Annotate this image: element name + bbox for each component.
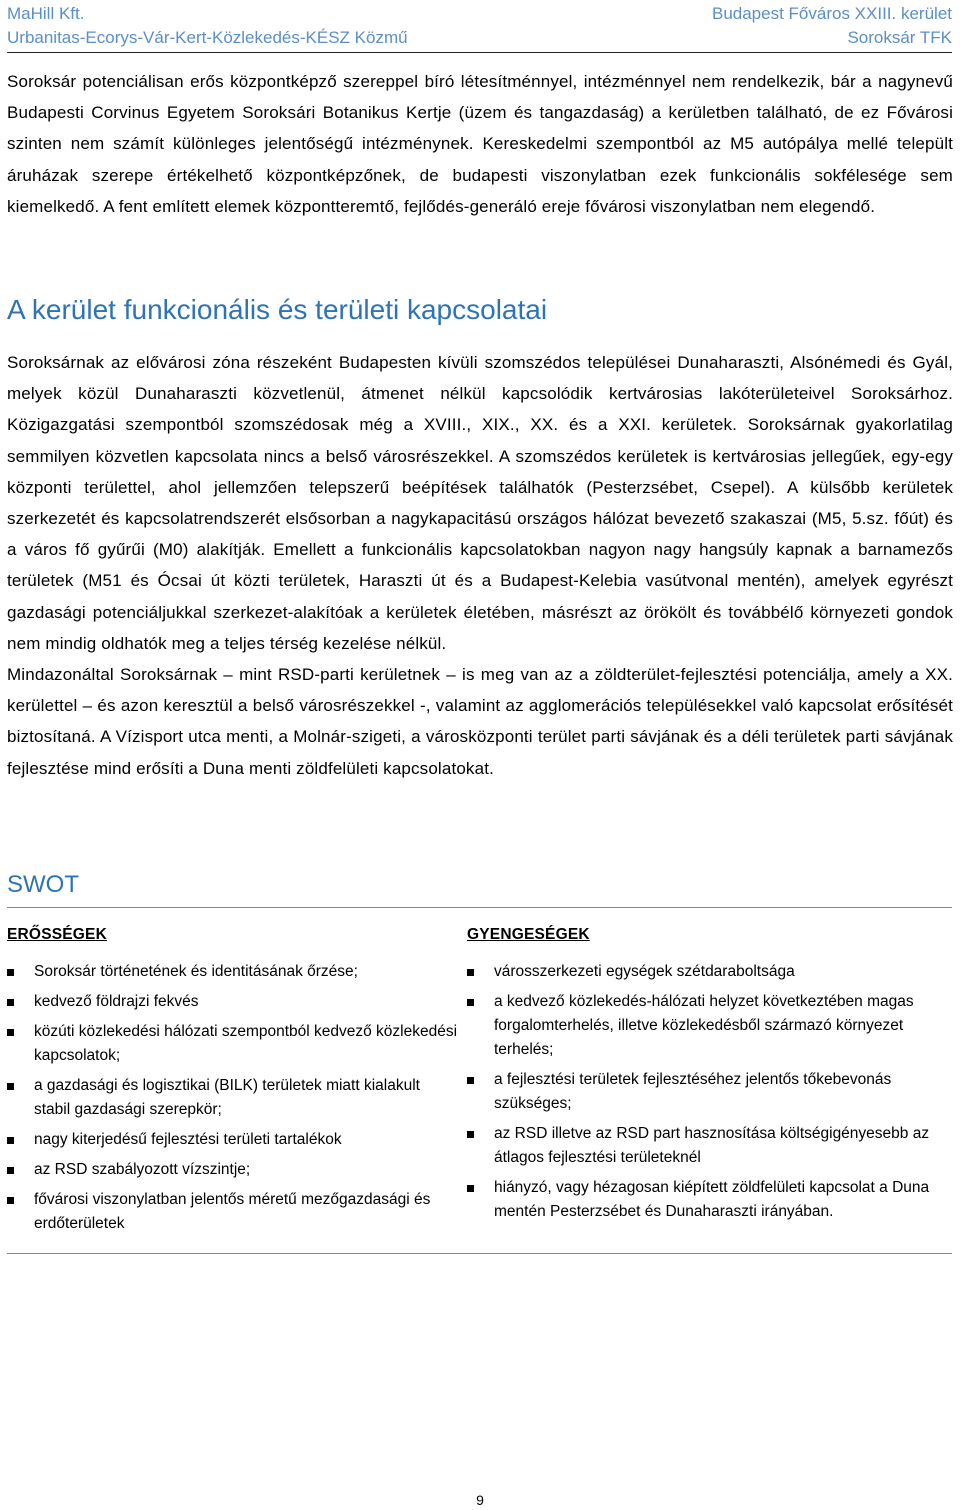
list-item [7, 1020, 459, 1068]
square-bullet-icon [467, 969, 474, 976]
list-item-text: hiányzó, vagy hézagosan kiépített zöldfelületi kapcsolat a Duna mentén Pesterzsébet és Dunaharaszti irányában. [494, 1179, 930, 1220]
strengths-list [7, 960, 459, 1236]
weaknesses-title: GYENGESÉGEK [467, 926, 590, 943]
list-item [467, 1068, 953, 1116]
square-bullet-icon [7, 1167, 14, 1174]
list-item-text: az RSD szabályozott vízszintje; [34, 1161, 251, 1178]
header-left [7, 2, 408, 50]
section-body [7, 347, 953, 784]
section-paragraph-2: Mindazonáltal Soroksárnak – mint RSD-parti kerületnek – is meg van az a zöldterület-fejlesztési potenciálja, amely a XX. kerülettel – és azon keresztül a belső városrészekkel -, valamint az agglomerációs településekkel való kapcsolat erősítését biztosítaná. A Vízisport utca menti, a Molnár-szigeti, a városközponti terület parti sávjának és a déli területek parti sávjának fejlesztése mind erősíti a Duna menti zöldfelületi kapcsolatokat. [7, 665, 953, 778]
list-item [467, 1122, 953, 1170]
swot-weaknesses-column [467, 922, 953, 1230]
list-item-text: nagy kiterjedésű fejlesztési területi tartalékok [34, 1131, 342, 1148]
page-number: 9 [476, 1492, 484, 1508]
header-document-type: Soroksár TFK [847, 28, 952, 47]
page-header [7, 0, 952, 53]
strengths-title: ERŐSSÉGEK [7, 926, 107, 943]
swot-strengths-column [7, 922, 459, 1242]
list-item [7, 990, 459, 1014]
square-bullet-icon [7, 999, 14, 1006]
list-item [467, 960, 953, 984]
swot-title-rule [7, 907, 952, 908]
header-consortium: Urbanitas-Ecorys-Vár-Kert-Közlekedés-KÉSZ Közmű [7, 28, 408, 47]
list-item-text: városszerkezeti egységek szétdaraboltsága [494, 963, 795, 980]
intro-paragraph: Soroksár potenciálisan erős központképző szereppel bíró létesítménnyel, intézménnyel nem rendelkezik, bár a nagynevű Budapesti Corvinus Egyetem Soroksári Botanikus Kertje (üzem és tangazdaság) a kerületben található, de ez Fővárosi szinten nem számít különleges jelentőségű intézménynek. Kereskedelmi szempontból az M5 autópálya mellé települt áruházak szerepe értékelhető központképzőnek, de budapesti viszonylatban ezek funkcionális sokfélesége sem kiemelkedő. A fent említett elemek központteremtő, fejlődés-generáló ereje fővárosi viszonylatban nem elegendő. [7, 72, 953, 216]
square-bullet-icon [467, 1131, 474, 1138]
square-bullet-icon [7, 969, 14, 976]
section-paragraph-1: Soroksárnak az elővárosi zóna részeként Budapesten kívüli szomszédos települései Dunaharaszti, Alsónémedi és Gyál, melyek közül Dunaharaszti közvetlenül, átmenet nélkül kapcsolódik kertvárosias lakóterületeivel Soroksárhoz. Közigazgatási szempontból szomszédosak még a XVIII., XIX., XX. és a XXI. kerületek. Soroksárnak gyakorlatilag semmilyen közvetlen kapcsolata nincs a belső városrészekkel. A szomszédos kerületek is kertvárosias jellegűek, egy-egy központi területtel, ahol jellemzően telepszerű beépítések találhatók (Pesterzsébet, Csepel). A külsőbb kerületek szerkezetét és kapcsolatrendszerét elsősorban a nagykapacitású országos hálózat bevezető szakaszai (M5, 5.sz. főút) és a város fő gyűrűi (M0) alakítják. Emellett a funkcionális kapcsolatokban nagyon nagy hangsúly kapnak a barnamezős területek (M51 és Ócsai út közti területek, Haraszti út és a Budapest-Kelebia vasútvonal mentén), amelyek egyrészt gazdasági potenciáljukkal szerkezet-alakítóak a kerületek életében, másrészt az örökölt és továbbélő környezeti gondok nem mindig oldhatók meg a teljes térség kezelése nélkül. [7, 353, 953, 653]
list-item-text: a kedvező közlekedés-hálózati helyzet következtében magas forgalomterhelés, illetve közlekedésből származó környezet terhelés; [494, 993, 914, 1058]
list-item [467, 1176, 953, 1224]
list-item-text: fővárosi viszonylatban jelentős méretű mezőgazdasági és erdőterületek [34, 1191, 431, 1232]
header-company: MaHill Kft. [7, 4, 85, 23]
list-item [7, 960, 459, 984]
weaknesses-list [467, 960, 953, 1224]
section-title: A kerület funkcionális és területi kapcsolatai [7, 294, 548, 325]
square-bullet-icon [467, 1185, 474, 1192]
swot-title: SWOT [7, 871, 79, 898]
swot-bottom-rule [7, 1253, 952, 1254]
square-bullet-icon [467, 999, 474, 1006]
header-right [712, 2, 952, 50]
square-bullet-icon [7, 1197, 14, 1204]
square-bullet-icon [467, 1077, 474, 1084]
list-item-text: Soroksár történetének és identitásának őrzése; [34, 963, 358, 980]
square-bullet-icon [7, 1029, 14, 1036]
list-item [7, 1128, 459, 1152]
list-item-text: a fejlesztési területek fejlesztéséhez jelentős tőkebevonás szükséges; [494, 1071, 892, 1112]
square-bullet-icon [7, 1083, 14, 1090]
header-district: Budapest Főváros XXIII. kerület [711, 4, 952, 23]
square-bullet-icon [7, 1137, 14, 1144]
list-item-text: a gazdasági és logisztikai (BILK) területek miatt kialakult stabil gazdasági szerepkör; [34, 1077, 420, 1118]
list-item [7, 1158, 459, 1182]
list-item [7, 1074, 459, 1122]
list-item-text: közúti közlekedési hálózati szempontból kedvező közlekedési kapcsolatok; [34, 1023, 458, 1064]
list-item [7, 1188, 459, 1236]
list-item-text: az RSD illetve az RSD part hasznosítása költségigényesebb az átlagos fejlesztési területeknél [494, 1125, 930, 1166]
list-item [467, 990, 953, 1062]
list-item-text: kedvező földrajzi fekvés [34, 993, 199, 1010]
